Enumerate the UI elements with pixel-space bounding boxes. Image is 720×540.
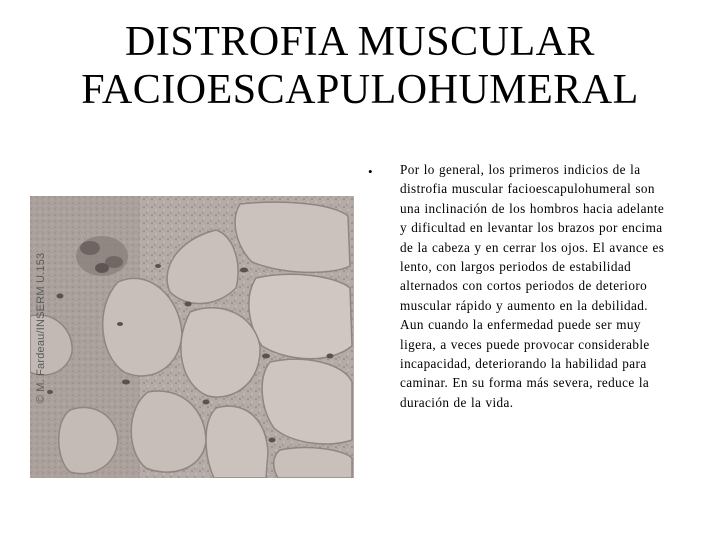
slide-title: [0, 18, 720, 114]
slide-title-line-1: DISTROFIA MUSCULAR: [125, 19, 595, 65]
histology-illustration: [30, 196, 354, 478]
bullet-list: [368, 160, 668, 412]
bullet-item: [368, 160, 668, 412]
image-credit: © M. Fardeau/INSERM U.153: [35, 252, 47, 404]
slide-title-line-2: FACIOESCAPULOHUMERAL: [81, 67, 639, 113]
muscle-histology-image: [30, 196, 354, 478]
bullet-marker: •: [368, 164, 373, 179]
bullet-text: Por lo general, los primeros indicios de la distrofia muscular facioescapulohumeral son una inclinación de los hombros hacia adelante y dificultad en levantar los brazos por encima de la cabeza y en cerrar los ojos. El avance es lento, con largos periodos de estabilidad alternados con cortos periodos de deterioro muscular rápido y aumento en la debilidad. Aun cuando la enfermedad puede ser muy ligera, a veces puede provocar considerable incapacidad, deteriorando la habilidad para caminar. En su forma más severa, reduce la duración de la vida.: [400, 162, 665, 410]
